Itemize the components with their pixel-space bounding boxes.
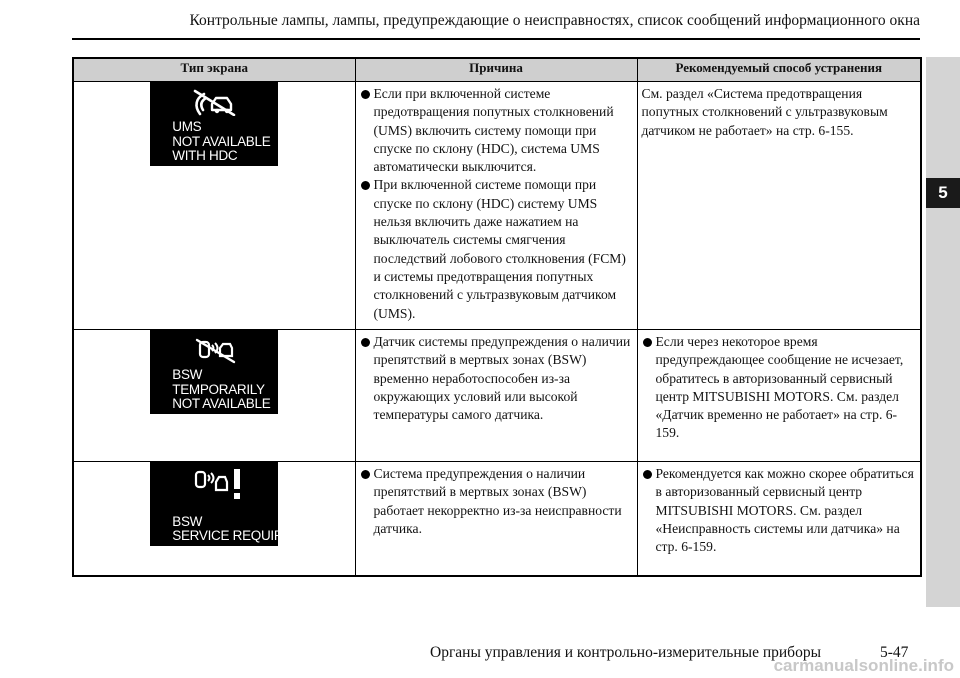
remedy-cell: [637, 82, 921, 330]
remedy-cell: [637, 330, 921, 462]
bullet-icon: [361, 470, 370, 479]
watermark: carmanualsonline.info: [773, 656, 954, 675]
bullet-icon: [361, 181, 370, 190]
cause-text: Датчик системы предупреждения о наличии препятствий в мертвых зонах (BSW) временно неработоспособен из-за окружающих условий или высокой температуры самого датчика.: [373, 334, 631, 423]
table-row: [73, 462, 921, 576]
display-line: UMS: [172, 119, 202, 135]
bullet-icon: [361, 338, 370, 347]
column-header-remedy: Рекомендуемый способ устранения: [637, 58, 921, 82]
cause-item: [360, 333, 633, 424]
cause-item: [360, 176, 633, 322]
display-line: BSW: [172, 367, 203, 383]
chapter-side-tab: [926, 57, 960, 607]
remedy-cell: [637, 462, 921, 576]
cause-item: [360, 465, 633, 538]
table-header-row: [73, 58, 921, 82]
display-screen-ums: [150, 82, 278, 166]
bsw-off-icon: [194, 338, 236, 364]
table-row: [73, 330, 921, 462]
cause-text: При включенной системе помощи при спуске по склону (HDC) систему UMS нельзя включить даже нажатием на выключатель системы смягчения последствий лобового столкновения (FCM) и системы предотвращения попутных столкновений с ультразвуковым датчиком (UMS).: [373, 177, 626, 321]
display-line: NOT AVAILABLE: [172, 133, 271, 149]
page-number: 5-47: [880, 644, 909, 661]
cause-text: Если при включенной системе предотвращения попутных столкновений (UMS) включить систему помощи при спуске по склону (HDC), система UMS автоматически выключится.: [373, 86, 614, 175]
bullet-icon: [643, 470, 652, 479]
remedy-text: Рекомендуется как можно скорее обратиться в авторизованный сервисный центр MITSUBISHI MOTORS. См. раздел «Неисправность системы или датчика» на стр. 6-159.: [655, 466, 914, 555]
screen-type-cell: [73, 330, 355, 462]
ums-off-icon: [190, 88, 236, 116]
message-table: [72, 57, 922, 577]
display-message: [172, 120, 270, 164]
column-header-cause: Причина: [355, 58, 637, 82]
display-line: NOT AVAILABLE: [172, 396, 271, 412]
screen-type-cell: [73, 82, 355, 330]
chapter-number: 5: [926, 178, 960, 208]
remedy-text: Если через некоторое время предупреждающее сообщение не исчезает, обратитесь в авторизованный сервисный центр MITSUBISHI MOTORS. См. раздел «Датчик временно не работает» на стр. 6-159.: [655, 334, 904, 441]
display-line: BSW: [172, 513, 203, 529]
column-header-screen-type: Тип экрана: [73, 58, 355, 82]
bullet-icon: [643, 338, 652, 347]
table-row: [73, 82, 921, 330]
cause-text: Система предупреждения о наличии препятствий в мертвых зонах (BSW) работает некорректно из-за неисправности датчика.: [373, 466, 622, 536]
remedy-text: См. раздел «Система предотвращения попутных столкновений с ультразвуковым датчиком не работает» на стр. 6-155.: [641, 86, 888, 138]
remedy-item: [642, 333, 917, 443]
display-message: [172, 368, 270, 412]
display-screen-bsw-service: [150, 462, 302, 546]
display-line: WITH HDC: [172, 148, 238, 164]
screen-type-cell: [73, 462, 355, 576]
bsw-warning-icon: [192, 468, 248, 500]
display-line: TEMPORARILY: [172, 381, 265, 397]
footer-section-title: Органы управления и контрольно-измерительные приборы: [430, 644, 821, 661]
cause-cell: [355, 330, 637, 462]
header-rule: [72, 38, 920, 40]
display-line: SERVICE REQUIRED: [172, 528, 302, 544]
display-message: [172, 515, 301, 544]
cause-cell: [355, 82, 637, 330]
cause-cell: [355, 462, 637, 576]
remedy-item: [642, 465, 917, 556]
cause-item: [360, 85, 633, 176]
page-header-title: Контрольные лампы, лампы, предупреждающие о неисправностях, список сообщений информационного окна: [189, 12, 920, 29]
display-screen-bsw-temporary: [150, 330, 278, 414]
bullet-icon: [361, 90, 370, 99]
